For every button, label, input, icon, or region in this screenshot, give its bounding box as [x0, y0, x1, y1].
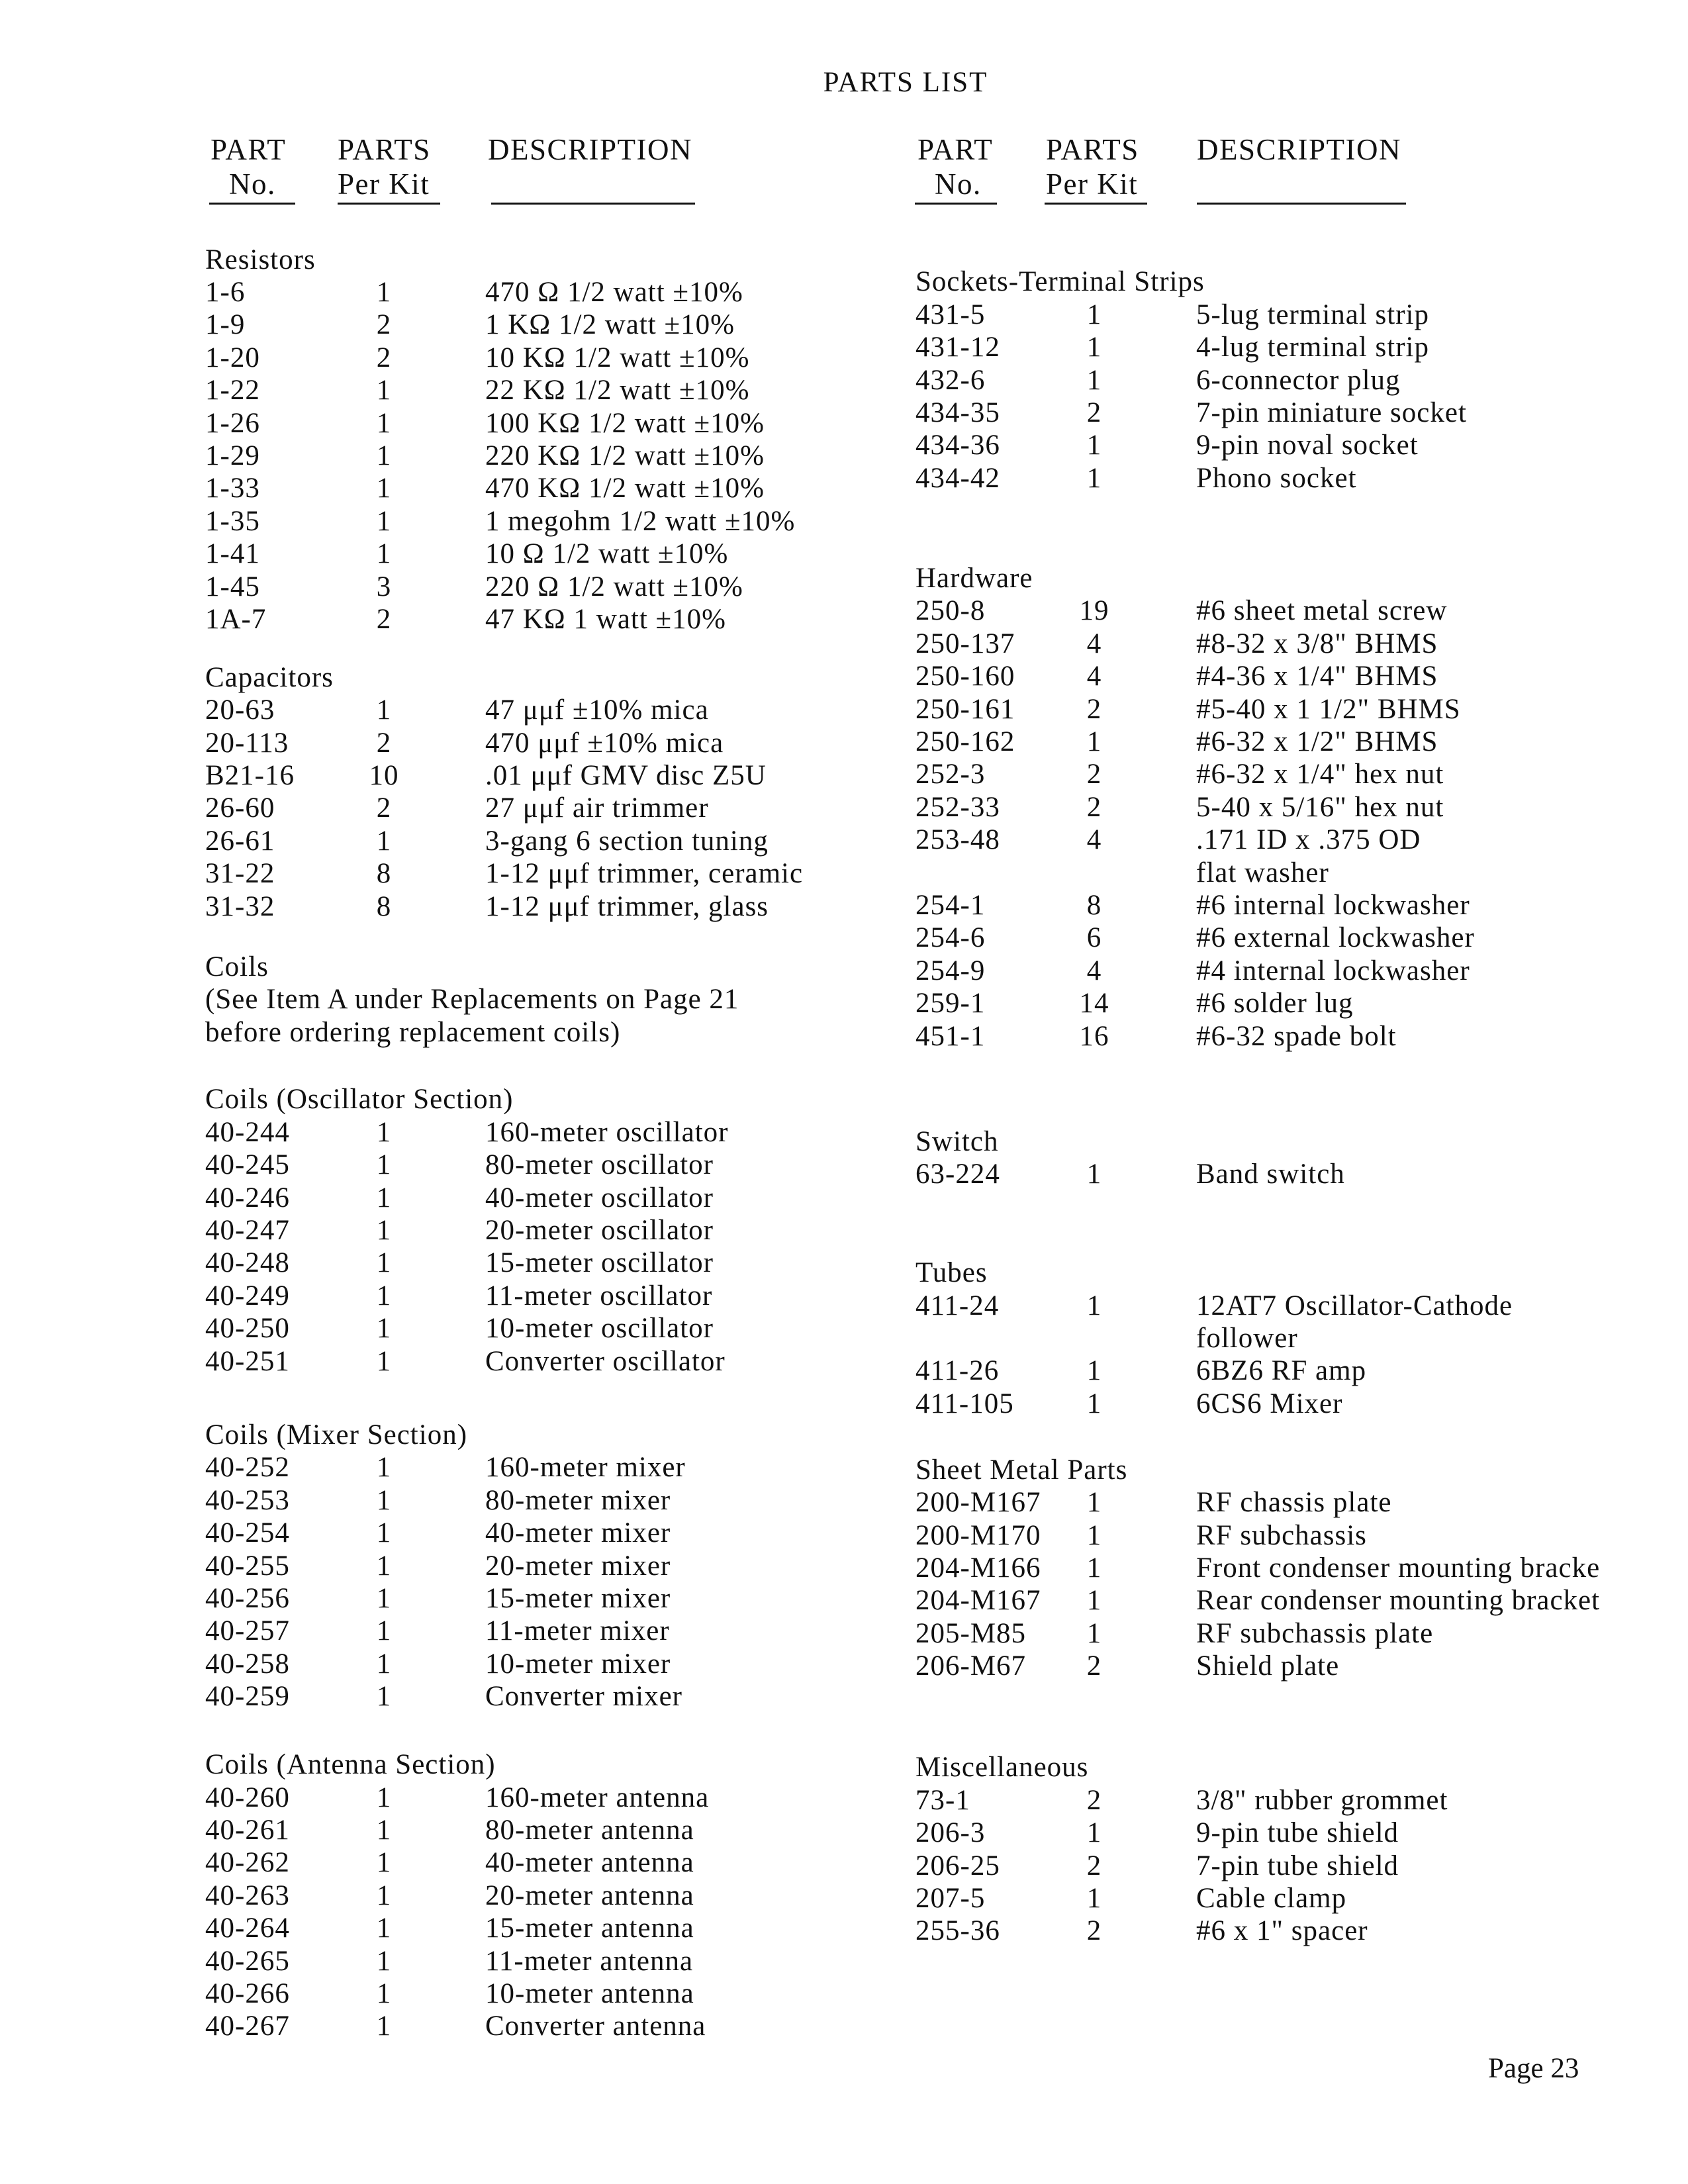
part-number: 1-45 [205, 571, 260, 602]
part-description: 20-meter antenna [485, 1879, 694, 1911]
parts-per-kit: 1 [1086, 364, 1102, 396]
part-description: 11-meter oscillator [485, 1280, 713, 1311]
parts-per-kit: 1 [376, 1116, 392, 1148]
parts-per-kit: 6 [1086, 922, 1102, 954]
parts-per-kit: 1 [376, 1182, 392, 1213]
part-description: 6-connector plug [1196, 364, 1401, 396]
parts-per-kit: 1 [376, 538, 392, 570]
part-number: 250-160 [915, 661, 1015, 692]
part-description: .171 ID x .375 OD [1196, 824, 1421, 856]
part-description: #4 internal lockwasher [1196, 955, 1470, 986]
part-description: 160-meter antenna [485, 1781, 710, 1813]
parts-per-kit: 1 [376, 1280, 392, 1311]
section-heading: Miscellaneous [915, 1752, 1089, 1783]
parts-per-kit: 3 [376, 571, 392, 602]
part-number: 250-8 [915, 595, 986, 627]
parts-per-kit: 1 [1086, 1817, 1102, 1849]
header-part-no: PART [211, 133, 287, 166]
part-description: 47 KΩ 1 watt ±10% [485, 604, 726, 636]
parts-per-kit: 1 [376, 2011, 392, 2042]
parts-per-kit: 1 [376, 505, 392, 537]
part-number: 206-3 [915, 1817, 986, 1849]
part-number: 250-137 [915, 628, 1015, 659]
part-description: RF chassis plate [1196, 1487, 1392, 1519]
part-description: 80-meter mixer [485, 1484, 671, 1516]
parts-per-kit: 2 [376, 604, 392, 636]
part-description: #8-32 x 3/8" BHMS [1196, 628, 1438, 659]
part-number: 40-244 [205, 1116, 290, 1148]
part-number: 204-M166 [915, 1552, 1041, 1584]
parts-per-kit: 1 [1086, 1519, 1102, 1551]
part-description: 20-meter mixer [485, 1550, 671, 1582]
section-heading: Coils (Antenna Section) [205, 1749, 496, 1781]
part-description: 10-meter antenna [485, 1977, 694, 2009]
header-parts-per-kit-line2: Per Kit [1046, 167, 1139, 201]
part-number: 411-24 [915, 1290, 1000, 1321]
part-number: 40-266 [205, 1977, 290, 2009]
part-description: 5-40 x 5/16" hex nut [1196, 791, 1444, 823]
parts-per-kit: 19 [1079, 595, 1109, 627]
parts-per-kit: 16 [1079, 1020, 1109, 1052]
parts-per-kit: 2 [1086, 1850, 1102, 1881]
header-part-no-line2: No. [229, 167, 276, 201]
part-number: 31-22 [205, 858, 275, 890]
part-number: 434-35 [915, 397, 1000, 428]
header-parts-per-kit-line2: Per Kit [338, 167, 430, 201]
part-description: 4-lug terminal strip [1196, 332, 1429, 363]
parts-per-kit: 1 [376, 825, 392, 857]
part-number: 200-M167 [915, 1487, 1041, 1519]
part-description: Converter antenna [485, 2011, 706, 2042]
part-number: B21-16 [205, 760, 295, 792]
parts-per-kit: 2 [1086, 759, 1102, 790]
part-description: 40-meter oscillator [485, 1182, 714, 1213]
part-description: 10-meter oscillator [485, 1313, 714, 1345]
part-description: #6 x 1" spacer [1196, 1915, 1368, 1947]
parts-per-kit: 1 [1086, 430, 1102, 461]
part-description: 15-meter mixer [485, 1582, 671, 1614]
part-number: 40-265 [205, 1945, 290, 1977]
part-description: #6 internal lockwasher [1196, 889, 1470, 921]
parts-per-kit: 2 [376, 792, 392, 824]
parts-per-kit: 1 [1086, 1290, 1102, 1321]
part-description: 160-meter oscillator [485, 1116, 729, 1148]
part-number: 1-29 [205, 440, 260, 472]
parts-per-kit: 1 [376, 440, 392, 472]
part-number: 254-6 [915, 922, 986, 954]
section-heading: Coils [205, 951, 269, 982]
part-description: 160-meter mixer [485, 1452, 686, 1484]
part-description: Converter mixer [485, 1681, 682, 1713]
parts-per-kit: 1 [1086, 1159, 1102, 1190]
part-description: 6BZ6 RF amp [1196, 1355, 1367, 1387]
part-number: 40-259 [205, 1681, 290, 1713]
parts-per-kit: 1 [376, 1615, 392, 1647]
part-description: 20-meter oscillator [485, 1214, 714, 1246]
parts-per-kit: 1 [1086, 1355, 1102, 1387]
part-number: 40-256 [205, 1582, 290, 1614]
header-underline [338, 203, 440, 205]
parts-per-kit: 1 [376, 1648, 392, 1680]
part-number: 431-5 [915, 299, 986, 330]
section-note: before ordering replacement coils) [205, 1016, 621, 1048]
parts-per-kit: 1 [376, 1945, 392, 1977]
parts-per-kit: 14 [1079, 988, 1109, 1020]
part-description: 7-pin miniature socket [1196, 397, 1467, 428]
part-description: 1-12 μμf trimmer, ceramic [485, 858, 804, 890]
section-heading: Resistors [205, 244, 316, 275]
part-number: 250-162 [915, 726, 1015, 757]
parts-per-kit: 1 [1086, 1552, 1102, 1584]
parts-per-kit: 1 [376, 1879, 392, 1911]
part-description: 27 μμf air trimmer [485, 792, 709, 824]
part-number: 20-113 [205, 727, 289, 759]
section-heading: Coils (Oscillator Section) [205, 1084, 514, 1116]
part-description: 6CS6 Mixer [1196, 1388, 1343, 1419]
part-description: #6 solder lug [1196, 988, 1354, 1020]
parts-per-kit: 1 [1086, 726, 1102, 757]
part-description: 47 μμf ±10% mica [485, 694, 709, 726]
part-number: 40-248 [205, 1247, 290, 1279]
part-number: 40-255 [205, 1550, 290, 1582]
parts-per-kit: 1 [1086, 332, 1102, 363]
part-description: 10 KΩ 1/2 watt ±10% [485, 342, 750, 373]
part-number: 254-9 [915, 955, 986, 986]
header-part-no-line2: No. [935, 167, 982, 201]
parts-per-kit: 2 [1086, 1650, 1102, 1682]
parts-per-kit: 1 [376, 1484, 392, 1516]
part-number: 40-251 [205, 1345, 290, 1377]
part-description: #5-40 x 1 1/2" BHMS [1196, 693, 1461, 725]
part-description: 40-meter mixer [485, 1517, 671, 1549]
part-description: 470 KΩ 1/2 watt ±10% [485, 473, 765, 504]
part-number: 206-M67 [915, 1650, 1027, 1682]
parts-per-kit: 8 [376, 890, 392, 922]
part-description: 11-meter antenna [485, 1945, 694, 1977]
part-description: Cable clamp [1196, 1883, 1347, 1914]
part-number: 40-257 [205, 1615, 290, 1647]
part-description: Rear condenser mounting bracket [1196, 1585, 1601, 1617]
part-description: 9-pin tube shield [1196, 1817, 1399, 1849]
parts-per-kit: 1 [1086, 462, 1102, 494]
part-number: 1-33 [205, 473, 260, 504]
part-number: 252-33 [915, 791, 1000, 823]
part-description: 1 KΩ 1/2 watt ±10% [485, 309, 735, 341]
section-heading: Sockets-Terminal Strips [915, 266, 1205, 298]
part-description: Shield plate [1196, 1650, 1340, 1682]
parts-per-kit: 1 [1086, 1487, 1102, 1519]
parts-per-kit: 1 [1086, 1883, 1102, 1914]
part-number: 40-245 [205, 1149, 290, 1181]
parts-per-kit: 1 [1086, 1617, 1102, 1649]
parts-per-kit: 1 [1086, 299, 1102, 330]
part-number: 259-1 [915, 988, 986, 1020]
part-number: 40-253 [205, 1484, 290, 1516]
parts-per-kit: 8 [376, 858, 392, 890]
part-number: 205-M85 [915, 1617, 1027, 1649]
parts-per-kit: 1 [376, 1452, 392, 1484]
part-number: 411-26 [915, 1355, 1000, 1387]
part-number: 1A-7 [205, 604, 267, 636]
parts-per-kit: 1 [376, 1847, 392, 1879]
part-number: 40-250 [205, 1313, 290, 1345]
parts-per-kit: 1 [376, 1681, 392, 1713]
part-description: #6 external lockwasher [1196, 922, 1475, 954]
part-number: 26-60 [205, 792, 275, 824]
section-heading: Sheet Metal Parts [915, 1454, 1128, 1486]
part-description: 80-meter oscillator [485, 1149, 714, 1181]
part-description: Front condenser mounting bracke [1196, 1552, 1601, 1584]
parts-per-kit: 4 [1086, 824, 1102, 856]
part-number: 411-105 [915, 1388, 1014, 1419]
part-description: 40-meter antenna [485, 1847, 694, 1879]
parts-per-kit: 1 [1086, 1388, 1102, 1419]
part-number: 431-12 [915, 332, 1000, 363]
part-number: 40-249 [205, 1280, 290, 1311]
part-number: 451-1 [915, 1020, 986, 1052]
part-description: 1-12 μμf trimmer, glass [485, 890, 769, 922]
parts-per-kit: 10 [369, 760, 399, 792]
header-description: DESCRIPTION [488, 133, 693, 166]
part-description: 5-lug terminal strip [1196, 299, 1429, 330]
part-description: 1 megohm 1/2 watt ±10% [485, 505, 796, 537]
part-description: #6-32 x 1/4" hex nut [1196, 759, 1444, 790]
header-underline [491, 203, 695, 205]
parts-per-kit: 4 [1086, 955, 1102, 986]
part-description: #4-36 x 1/4" BHMS [1196, 661, 1438, 692]
parts-per-kit: 1 [376, 1582, 392, 1614]
part-number: 204-M167 [915, 1585, 1041, 1617]
part-number: 40-267 [205, 2011, 290, 2042]
part-number: 26-61 [205, 825, 275, 857]
part-description: 10 Ω 1/2 watt ±10% [485, 538, 729, 570]
part-description: 100 KΩ 1/2 watt ±10% [485, 407, 765, 439]
parts-per-kit: 1 [376, 277, 392, 309]
part-description: 22 KΩ 1/2 watt ±10% [485, 375, 750, 406]
part-description: RF subchassis plate [1196, 1617, 1434, 1649]
parts-per-kit: 4 [1086, 661, 1102, 692]
part-number: 40-254 [205, 1517, 290, 1549]
part-number: 255-36 [915, 1915, 1000, 1947]
parts-per-kit: 1 [376, 1814, 392, 1846]
parts-per-kit: 8 [1086, 889, 1102, 921]
part-number: 1-9 [205, 309, 246, 341]
parts-per-kit: 1 [376, 1149, 392, 1181]
part-number: 1-41 [205, 538, 260, 570]
part-description: 3-gang 6 section tuning [485, 825, 769, 857]
part-description-continued: follower [1196, 1322, 1298, 1354]
parts-per-kit: 2 [1086, 397, 1102, 428]
part-number: 40-261 [205, 1814, 290, 1846]
part-description: 15-meter antenna [485, 1913, 694, 1944]
parts-per-kit: 2 [1086, 1915, 1102, 1947]
header-underline [915, 203, 997, 205]
part-description: 12AT7 Oscillator-Cathode [1196, 1290, 1513, 1321]
part-description: .01 μμf GMV disc Z5U [485, 760, 767, 792]
section-heading: Hardware [915, 562, 1033, 594]
part-description: 11-meter mixer [485, 1615, 670, 1647]
section-heading: Switch [915, 1125, 999, 1157]
page-number: Page 23 [1488, 2053, 1579, 2084]
parts-per-kit: 2 [376, 309, 392, 341]
parts-per-kit: 1 [376, 1313, 392, 1345]
part-description: #6-32 x 1/2" BHMS [1196, 726, 1438, 757]
parts-per-kit: 1 [376, 694, 392, 726]
parts-per-kit: 1 [376, 473, 392, 504]
part-number: 434-36 [915, 430, 1000, 461]
parts-per-kit: 2 [1086, 693, 1102, 725]
part-number: 31-32 [205, 890, 275, 922]
part-number: 254-1 [915, 889, 986, 921]
parts-per-kit: 1 [1086, 1585, 1102, 1617]
part-description: #6-32 spade bolt [1196, 1020, 1397, 1052]
header-part-no: PART [917, 133, 994, 166]
part-description-continued: flat washer [1196, 857, 1329, 888]
part-number: 40-263 [205, 1879, 290, 1911]
header-parts-per-kit: PARTS [1046, 133, 1139, 166]
part-description: 470 μμf ±10% mica [485, 727, 724, 759]
part-number: 40-252 [205, 1452, 290, 1484]
part-number: 200-M170 [915, 1519, 1041, 1551]
part-description: 220 KΩ 1/2 watt ±10% [485, 440, 765, 472]
part-description: Phono socket [1196, 462, 1357, 494]
header-underline [1045, 203, 1147, 205]
section-heading: Capacitors [205, 661, 334, 693]
part-number: 20-63 [205, 694, 275, 726]
parts-per-kit: 1 [376, 375, 392, 406]
part-number: 1-22 [205, 375, 260, 406]
section-note: (See Item A under Replacements on Page 21 [205, 984, 739, 1016]
header-underline [209, 203, 295, 205]
part-number: 1-35 [205, 505, 260, 537]
parts-per-kit: 4 [1086, 628, 1102, 659]
parts-per-kit: 2 [1086, 791, 1102, 823]
part-description: 80-meter antenna [485, 1814, 694, 1846]
parts-per-kit: 2 [376, 342, 392, 373]
page-title: PARTS LIST [823, 67, 988, 98]
part-number: 1-6 [205, 277, 246, 309]
parts-per-kit: 1 [376, 407, 392, 439]
part-description: #6 sheet metal screw [1196, 595, 1448, 627]
parts-per-kit: 1 [376, 1214, 392, 1246]
header-underline [1197, 203, 1406, 205]
header-description: DESCRIPTION [1197, 133, 1402, 166]
parts-per-kit: 2 [376, 727, 392, 759]
part-number: 432-6 [915, 364, 986, 396]
parts-per-kit: 1 [376, 1345, 392, 1377]
part-number: 1-26 [205, 407, 260, 439]
parts-per-kit: 1 [376, 1550, 392, 1582]
header-parts-per-kit: PARTS [338, 133, 431, 166]
part-description: 220 Ω 1/2 watt ±10% [485, 571, 743, 602]
parts-per-kit: 1 [376, 1517, 392, 1549]
part-number: 40-247 [205, 1214, 290, 1246]
part-description: 15-meter oscillator [485, 1247, 714, 1279]
parts-per-kit: 2 [1086, 1784, 1102, 1816]
part-description: 7-pin tube shield [1196, 1850, 1399, 1881]
part-number: 40-262 [205, 1847, 290, 1879]
part-number: 40-260 [205, 1781, 290, 1813]
parts-per-kit: 1 [376, 1977, 392, 2009]
part-number: 207-5 [915, 1883, 986, 1914]
part-number: 40-246 [205, 1182, 290, 1213]
part-number: 250-161 [915, 693, 1015, 725]
part-number: 63-224 [915, 1159, 1000, 1190]
part-number: 253-48 [915, 824, 1000, 856]
part-description: 10-meter mixer [485, 1648, 671, 1680]
parts-per-kit: 1 [376, 1247, 392, 1279]
part-description: 470 Ω 1/2 watt ±10% [485, 277, 743, 309]
part-number: 206-25 [915, 1850, 1000, 1881]
part-description: Converter oscillator [485, 1345, 726, 1377]
part-description: 3/8" rubber grommet [1196, 1784, 1448, 1816]
part-number: 73-1 [915, 1784, 970, 1816]
section-heading: Coils (Mixer Section) [205, 1419, 468, 1450]
part-description: Band switch [1196, 1159, 1345, 1190]
part-number: 40-264 [205, 1913, 290, 1944]
part-number: 1-20 [205, 342, 260, 373]
part-number: 40-258 [205, 1648, 290, 1680]
section-heading: Tubes [915, 1257, 988, 1289]
part-number: 434-42 [915, 462, 1000, 494]
part-number: 252-3 [915, 759, 986, 790]
parts-per-kit: 1 [376, 1913, 392, 1944]
part-description: 9-pin noval socket [1196, 430, 1419, 461]
parts-per-kit: 1 [376, 1781, 392, 1813]
part-description: RF subchassis [1196, 1519, 1367, 1551]
